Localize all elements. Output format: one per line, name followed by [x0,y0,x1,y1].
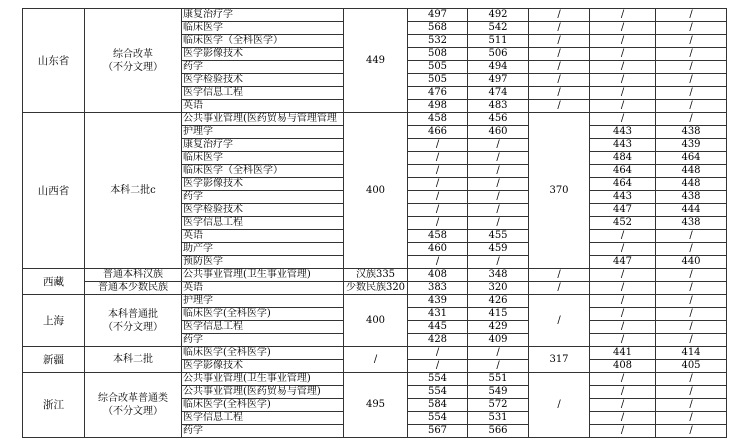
second-min-cell: 438 [656,191,727,204]
admission-score-table [22,8,727,438]
min-score-cell: / [468,347,529,360]
min-score-cell: 320 [468,282,529,295]
major-cell: 康复治疗学 [182,9,344,22]
second-min-cell: / [656,74,727,87]
category-text: 本科普通批 （不分文理） [103,308,163,333]
major-cell: 医学检验技术 [182,74,344,87]
second-max-cell: / [590,48,656,61]
second-min-cell: / [656,282,727,295]
second-min-cell: / [656,269,727,282]
major-cell: 医学信息工程 [182,321,344,334]
min-score-cell: 348 [468,269,529,282]
category-cell: 本科二批c [85,113,182,269]
major-cell: 临床医学(全科医学) [182,308,344,321]
max-score-cell: 508 [408,48,468,61]
second-min-cell: / [656,425,727,438]
second-max-cell: / [590,334,656,347]
second-line-cell: / [529,61,590,74]
province-cell: 西藏 [23,269,85,295]
max-score-cell: 445 [408,321,468,334]
province-cell: 浙江 [23,373,85,438]
max-score-cell: / [408,139,468,152]
table-row [23,373,727,386]
second-max-cell: / [590,425,656,438]
second-min-cell: 444 [656,204,727,217]
second-max-cell: / [590,100,656,113]
control-line-cell: 449 [344,9,408,113]
second-max-cell: / [590,282,656,295]
province-cell: 新疆 [23,347,85,373]
second-line-cell: / [529,87,590,100]
max-score-cell: 567 [408,425,468,438]
second-min-cell: 438 [656,217,727,230]
min-score-cell: 459 [468,243,529,256]
max-score-cell: 458 [408,230,468,243]
second-line-cell: / [529,269,590,282]
second-min-cell: / [656,334,727,347]
min-score-cell: / [468,152,529,165]
major-cell: 药学 [182,425,344,438]
second-min-cell: / [656,22,727,35]
min-score-cell: / [468,139,529,152]
max-score-cell: 554 [408,373,468,386]
second-line-cell: / [529,48,590,61]
second-max-cell: / [590,373,656,386]
max-score-cell: / [408,347,468,360]
second-min-cell: 405 [656,360,727,373]
table-row [23,295,727,308]
major-cell: 公共事业管理(医药贸易与管理) [182,386,344,399]
second-min-cell: / [656,321,727,334]
max-score-cell: / [408,178,468,191]
second-max-cell: 484 [590,152,656,165]
max-score-cell: 498 [408,100,468,113]
second-min-cell: / [656,373,727,386]
second-min-cell: / [656,35,727,48]
second-max-cell: / [590,22,656,35]
second-min-cell: / [656,308,727,321]
min-score-cell: 494 [468,61,529,74]
second-max-cell: / [590,74,656,87]
max-score-cell: 505 [408,74,468,87]
category-text: 综合改革 （不分文理） [103,48,163,73]
second-max-cell: / [590,87,656,100]
second-max-cell: 443 [590,191,656,204]
second-min-cell: / [656,9,727,22]
second-max-cell: / [590,412,656,425]
min-score-cell: 506 [468,48,529,61]
second-max-cell: / [590,321,656,334]
second-line-cell: / [529,74,590,87]
category-cell: 普通本科汉族 [85,269,182,282]
second-min-cell: 438 [656,126,727,139]
second-min-cell: / [656,113,727,126]
major-cell: 护理学 [182,126,344,139]
max-score-cell: 568 [408,22,468,35]
major-cell: 英语 [182,282,344,295]
second-max-cell: / [590,269,656,282]
second-min-cell: / [656,412,727,425]
min-score-cell: / [468,360,529,373]
second-min-cell: 414 [656,347,727,360]
max-score-cell: 466 [408,126,468,139]
second-min-cell: / [656,61,727,74]
second-max-cell: / [590,113,656,126]
second-line-cell: / [529,373,590,438]
second-line-cell: 370 [529,113,590,269]
major-cell: 药学 [182,191,344,204]
min-score-cell: 542 [468,22,529,35]
second-line-cell: / [529,282,590,295]
max-score-cell: 408 [408,269,468,282]
control-line-cell: 495 [344,373,408,438]
table-row [23,113,727,126]
max-score-cell: / [408,152,468,165]
second-min-cell: / [656,230,727,243]
major-cell: 医学影像技术 [182,178,344,191]
major-cell: 临床医学（全科医学） [182,35,344,48]
major-cell: 护理学 [182,295,344,308]
category-cell [85,373,182,438]
second-max-cell: / [590,35,656,48]
major-cell: 药学 [182,334,344,347]
second-max-cell: / [590,9,656,22]
min-score-cell: 455 [468,230,529,243]
control-line-cell: / [344,347,408,373]
major-cell: 医学影像技术 [182,48,344,61]
min-score-cell: 511 [468,35,529,48]
min-score-cell: 460 [468,126,529,139]
control-line-cell: 400 [344,113,408,269]
max-score-cell: 458 [408,113,468,126]
second-line-cell: / [529,100,590,113]
max-score-cell: / [408,217,468,230]
second-max-cell: 408 [590,360,656,373]
second-max-cell: 447 [590,204,656,217]
second-max-cell: / [590,386,656,399]
second-max-cell: 452 [590,217,656,230]
second-min-cell: 448 [656,165,727,178]
max-score-cell: / [408,204,468,217]
second-max-cell: / [590,399,656,412]
category-cell: 普通本少数民族 [85,282,182,295]
second-max-cell: / [590,230,656,243]
major-cell: 临床医学（全科医学） [182,165,344,178]
min-score-cell: / [468,256,529,269]
second-max-cell: 443 [590,126,656,139]
min-score-cell: 551 [468,373,529,386]
major-cell: 医学信息工程 [182,412,344,425]
category-text: 综合改革普通类 （不分文理） [98,393,168,417]
min-score-cell: 474 [468,87,529,100]
min-score-cell: 483 [468,100,529,113]
table-row [23,347,727,360]
second-min-cell: 464 [656,152,727,165]
second-min-cell: / [656,386,727,399]
second-max-cell: / [590,308,656,321]
max-score-cell: / [408,165,468,178]
second-line-cell: / [529,35,590,48]
min-score-cell: 531 [468,412,529,425]
second-max-cell: 443 [590,139,656,152]
table-row [23,269,727,282]
max-score-cell: 431 [408,308,468,321]
max-score-cell: 383 [408,282,468,295]
second-line-cell: / [529,295,590,347]
min-score-cell: 492 [468,9,529,22]
min-score-cell: / [468,204,529,217]
major-cell: 临床医学 [182,152,344,165]
max-score-cell: 505 [408,61,468,74]
min-score-cell: 429 [468,321,529,334]
max-score-cell: / [408,191,468,204]
category-cell [85,295,182,347]
category-cell: 本科二批 [85,347,182,373]
min-score-cell: 572 [468,399,529,412]
admission-score-table-container [22,8,726,440]
second-line-cell: 317 [529,347,590,373]
major-cell: 药学 [182,61,344,74]
second-min-cell: / [656,243,727,256]
major-cell: 临床医学 [182,22,344,35]
major-cell: 医学影像技术 [182,360,344,373]
min-score-cell: 497 [468,74,529,87]
table-row [23,282,727,295]
max-score-cell: 439 [408,295,468,308]
control-line-cell: 400 [344,295,408,347]
second-max-cell: / [590,61,656,74]
control-line-cell: 汉族335 [344,269,408,282]
max-score-cell: 428 [408,334,468,347]
major-cell: 医学信息工程 [182,87,344,100]
second-min-cell: / [656,87,727,100]
province-cell: 山西省 [23,113,85,269]
major-cell: 预防医学 [182,256,344,269]
min-score-cell: / [468,191,529,204]
major-cell: 公共事业管理(卫生事业管理) [182,373,344,386]
major-cell: 助产学 [182,243,344,256]
major-cell: 英语 [182,230,344,243]
major-cell: 医学信息工程 [182,217,344,230]
second-line-cell: / [529,22,590,35]
max-score-cell: 554 [408,412,468,425]
category-cell [85,9,182,113]
second-min-cell: / [656,100,727,113]
max-score-cell: 532 [408,35,468,48]
second-max-cell: 447 [590,256,656,269]
province-cell: 上海 [23,295,85,347]
min-score-cell: / [468,165,529,178]
min-score-cell: 566 [468,425,529,438]
table-row [23,9,727,22]
second-max-cell: / [590,295,656,308]
major-cell: 临床医学(全科医学) [182,347,344,360]
second-max-cell: 464 [590,178,656,191]
min-score-cell: 456 [468,113,529,126]
second-max-cell: 464 [590,165,656,178]
major-cell: 康复治疗学 [182,139,344,152]
major-cell: 医学检验技术 [182,204,344,217]
max-score-cell: / [408,360,468,373]
major-cell: 临床医学(全科医学) [182,399,344,412]
min-score-cell: 409 [468,334,529,347]
second-min-cell: 440 [656,256,727,269]
control-line-cell: 少数民族320 [344,282,408,295]
min-score-cell: 426 [468,295,529,308]
second-min-cell: / [656,48,727,61]
max-score-cell: 460 [408,243,468,256]
max-score-cell: 476 [408,87,468,100]
second-max-cell: / [590,243,656,256]
min-score-cell: 549 [468,386,529,399]
max-score-cell: 584 [408,399,468,412]
second-max-cell: 441 [590,347,656,360]
min-score-cell: / [468,178,529,191]
second-min-cell: 439 [656,139,727,152]
second-line-cell: / [529,9,590,22]
second-min-cell: 448 [656,178,727,191]
province-cell: 山东省 [23,9,85,113]
min-score-cell: 415 [468,308,529,321]
major-cell: 公共事业管理(卫生事业管理) [182,269,344,282]
max-score-cell: 497 [408,9,468,22]
second-min-cell: / [656,295,727,308]
major-cell: 公共事业管理(医药贸易与管理管理 [182,113,344,126]
major-cell: 英语 [182,100,344,113]
min-score-cell: / [468,217,529,230]
second-min-cell: / [656,399,727,412]
max-score-cell: / [408,256,468,269]
max-score-cell: 554 [408,386,468,399]
